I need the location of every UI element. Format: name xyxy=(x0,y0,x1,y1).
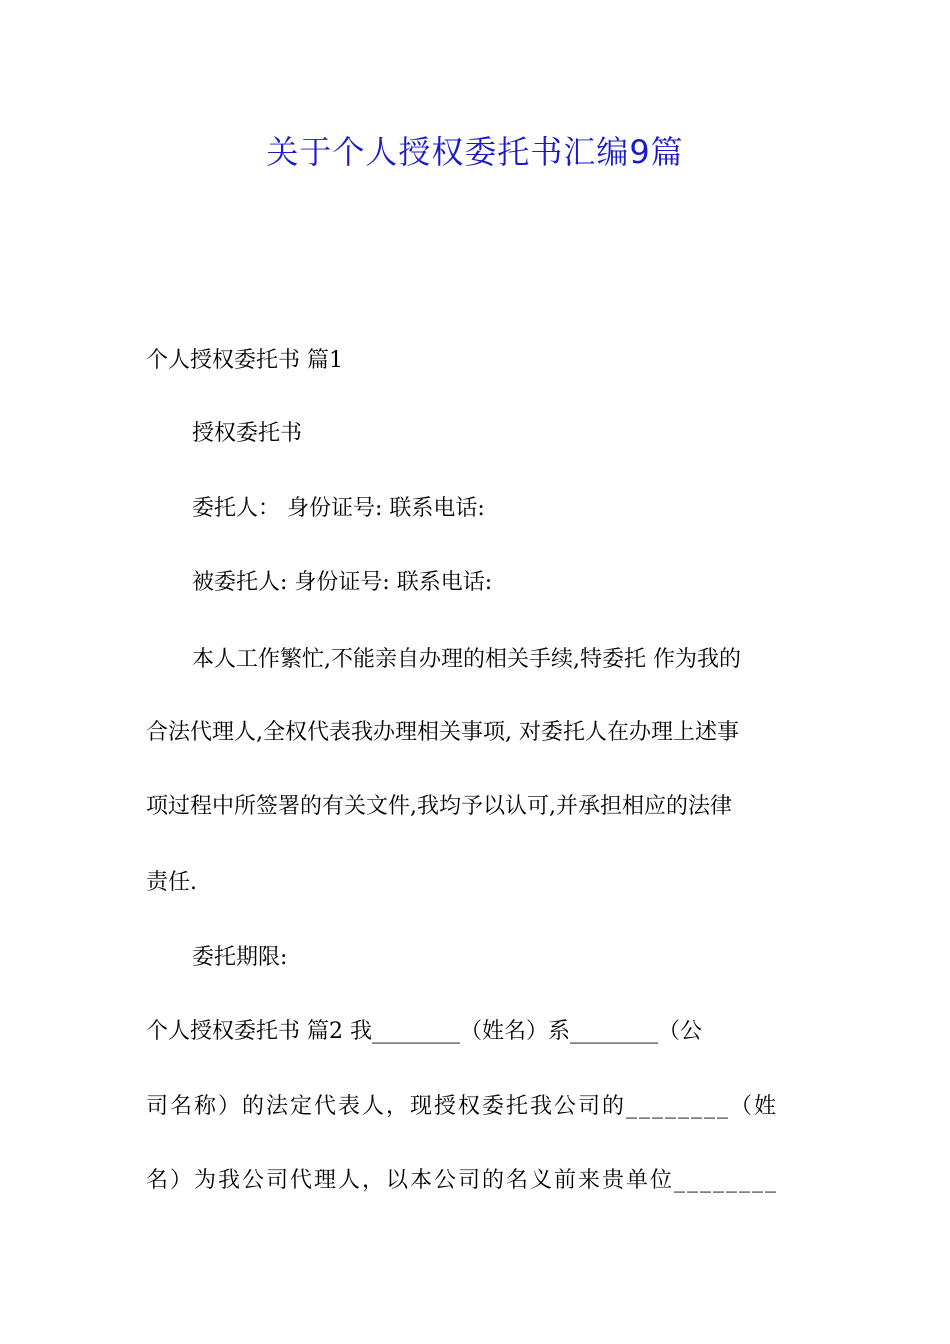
section-heading-1: 个人授权委托书 篇1 xyxy=(146,348,343,373)
section-heading-2-line: 个人授权委托书 篇2 我________（姓名）系________（公 xyxy=(146,1019,702,1044)
paragraph-line-3: 项过程中所签署的有关文件,我均予以认可,并承担相应的法律 xyxy=(146,794,732,819)
document-title: 关于个人授权委托书汇编9篇 xyxy=(266,133,684,171)
paragraph-line-4: 责任. xyxy=(146,870,197,895)
principal-info-line: 委托人： 身份证号: 联系电话: xyxy=(192,496,485,521)
agent-info-line: 被委托人: 身份证号: 联系电话: xyxy=(192,570,493,595)
section-2-line-3: 名）为我公司代理人，以本公司的名义前来贵单位________ xyxy=(146,1168,779,1193)
paragraph-line-2: 合法代理人,全权代表我办理相关事项, 对委托人在办理上述事 xyxy=(146,720,739,745)
term-label: 委托期限: xyxy=(192,945,288,970)
paragraph-line-1: 本人工作繁忙,不能亲自办理的相关手续,特委托 作为我的 xyxy=(192,647,741,672)
subheading-authorization-letter: 授权委托书 xyxy=(192,421,303,446)
section-2-line-2: 司名称）的法定代表人，现授权委托我公司的________（姓 xyxy=(146,1094,779,1119)
